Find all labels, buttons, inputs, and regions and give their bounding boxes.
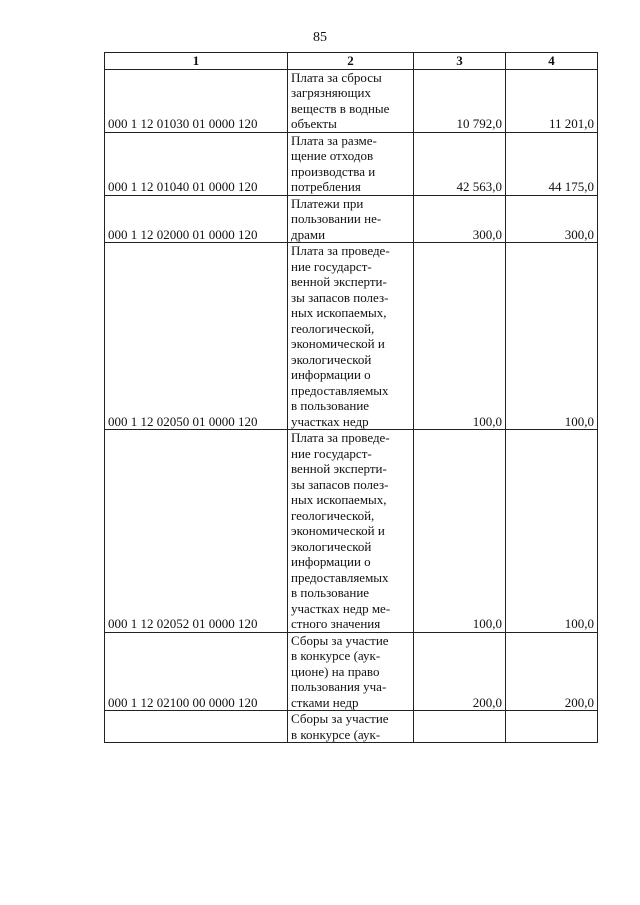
value-col-4: 100,0 [506,430,598,633]
value-col-4 [506,711,598,743]
table-row [105,711,598,743]
value-col-3: 300,0 [414,195,506,243]
name-line: Плата за разме- [291,132,377,148]
value-col-4: 44 175,0 [506,132,598,195]
value-col-3: 200,0 [414,632,506,711]
name-cell [288,132,414,195]
page-number: 85 [313,30,327,45]
table-row [105,69,598,132]
name-line: участках недр ме- [291,600,391,616]
header-col-4: 4 [506,53,598,70]
name-line: геологической, [291,320,375,336]
name-line: ционе) на право [291,663,380,679]
name-line: экономической и [291,523,385,538]
value-col-4: 11 201,0 [506,69,598,132]
name-line: стками недр [291,694,359,710]
name-cell [288,69,414,132]
name-line: Плата за сбросы [291,69,382,85]
code-cell: 000 1 12 02000 01 0000 120 [105,195,288,243]
name-line: драми [291,226,326,242]
name-cell [288,632,414,711]
value-col-3: 100,0 [414,430,506,633]
name-line: в пользование [291,398,370,413]
name-cell [288,243,414,430]
value-col-3 [414,711,506,743]
name-cell [288,430,414,633]
name-line: венной эксперти- [291,274,387,289]
budget-table [104,52,598,743]
name-line: стного значения [291,616,381,631]
name-line: пользования уча- [291,679,387,694]
name-line: Платежи при [291,195,364,211]
code-cell: 000 1 12 02050 01 0000 120 [105,243,288,430]
name-line: загрязняющих [291,85,371,100]
name-line: участках недр [291,413,369,429]
header-col-2: 2 [288,53,414,70]
name-line: Плата за проведе- [291,243,390,258]
header-row [105,53,598,70]
name-line: потребления [291,179,361,194]
name-line: экономической и [291,336,385,351]
value-col-4: 100,0 [506,243,598,430]
name-line: венной эксперти- [291,461,387,476]
name-line: информации о [291,554,371,569]
code-cell: 000 1 12 01040 01 0000 120 [105,132,288,195]
name-line: предоставляемых [291,382,389,398]
name-line: Сборы за участие [291,711,389,726]
name-line: в конкурсе (аук- [291,648,381,663]
name-line: щение отходов [291,148,374,163]
value-col-3: 10 792,0 [414,69,506,132]
code-cell [105,711,288,743]
name-line: ных ископаемых, [291,305,387,320]
name-line: объекты [291,116,337,131]
value-col-3: 100,0 [414,243,506,430]
name-line: в конкурсе (аук- [291,726,381,742]
header-col-3: 3 [414,53,506,70]
name-line: геологической, [291,507,375,523]
name-line: ных ископаемых, [291,492,387,507]
header-col-1: 1 [105,53,288,70]
name-cell [288,195,414,243]
name-line: зы запасов полез- [291,289,389,305]
name-line: производства и [291,163,376,179]
name-line: зы запасов полез- [291,476,389,492]
name-line: ние государст- [291,445,372,461]
name-line: Сборы за участие [291,632,389,648]
table-row [105,430,598,633]
code-cell: 000 1 12 01030 01 0000 120 [105,69,288,132]
name-cell [288,711,414,743]
table-row [105,132,598,195]
name-line: информации о [291,367,371,382]
name-line: пользовании не- [291,211,382,226]
name-line: ние государст- [291,258,372,274]
table-row [105,632,598,711]
value-col-4: 200,0 [506,632,598,711]
table-row [105,195,598,243]
name-line: веществ в водные [291,100,390,116]
code-cell: 000 1 12 02052 01 0000 120 [105,430,288,633]
name-line: в пользование [291,585,370,600]
value-col-3: 42 563,0 [414,132,506,195]
code-cell: 000 1 12 02100 00 0000 120 [105,632,288,711]
value-col-4: 300,0 [506,195,598,243]
name-line: экологической [291,351,372,367]
name-line: экологической [291,538,372,554]
name-line: Плата за проведе- [291,430,390,445]
name-line: предоставляемых [291,569,389,585]
table-row [105,243,598,430]
